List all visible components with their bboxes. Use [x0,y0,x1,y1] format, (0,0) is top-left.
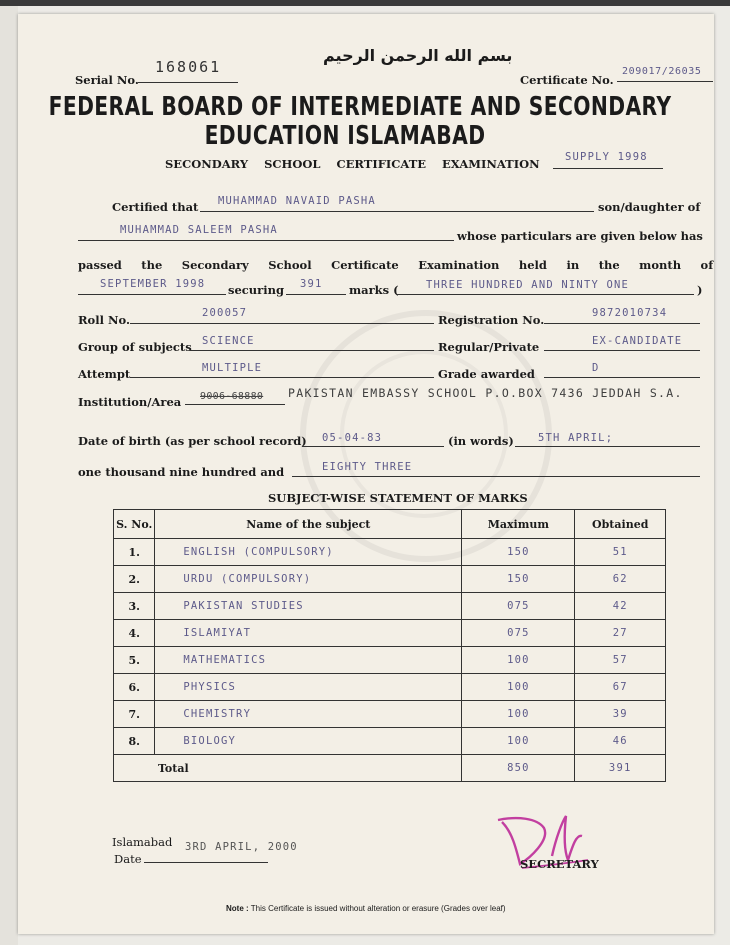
table-total-row [114,755,666,782]
row-subject: ENGLISH (COMPULSORY) [155,539,462,566]
marks-table [113,509,666,782]
row-subject: URDU (COMPULSORY) [155,566,462,593]
row-obtained: 57 [575,647,666,674]
dob-words: 5TH APRIL; [538,432,614,444]
son-of-label: son/daughter of [598,200,701,214]
dob-label: Date of birth (as per school record) [78,434,307,448]
row-obtained: 39 [575,701,666,728]
marks-secured: 391 [300,278,323,290]
row-obtained: 67 [575,674,666,701]
table-row [114,539,666,566]
certified-label: Certified that [112,200,199,214]
row-subject: MATHEMATICS [155,647,462,674]
regular-private-label: Regular/Private [438,340,540,354]
certificate-label: Certificate No. [520,73,614,87]
serial-label: Serial No. [75,73,139,87]
row-obtained: 51 [575,539,666,566]
scan-margin [0,0,18,945]
row-sno: 7. [114,701,155,728]
total-label: Total [114,755,462,782]
board-title-line1: FEDERAL BOARD OF INTERMEDIATE AND SECONDARY [48,92,672,122]
serial-number: 168061 [155,58,222,76]
attempt-label: Attempt [78,367,131,381]
row-sno: 6. [114,674,155,701]
row-maximum: 100 [462,701,575,728]
dob-year-words: EIGHTY THREE [322,461,413,473]
header-obtained: Obtained [575,510,666,539]
board-title-line2: EDUCATION ISLAMABAD [204,121,486,151]
row-obtained: 27 [575,620,666,647]
roll-number: 200057 [202,307,248,319]
grade-awarded: D [592,362,600,374]
group-label: Group of subjects [78,340,192,354]
row-maximum: 100 [462,647,575,674]
table-row [114,728,666,755]
registration-label: Registration No. [438,313,545,327]
marks-label: marks ( [349,283,399,297]
row-obtained: 42 [575,593,666,620]
row-sno: 3. [114,593,155,620]
certificate-number: 209017/26035 [622,66,702,77]
dob-year-label: one thousand nine hundred and [78,465,285,479]
total-maximum: 850 [462,755,575,782]
row-obtained: 46 [575,728,666,755]
footer-note [226,904,506,913]
marks-table-title: SUBJECT-WISE STATEMENT OF MARKS [268,491,528,505]
regular-private-value: EX-CANDIDATE [592,335,683,347]
registration-number: 9872010734 [592,307,668,319]
header-sno: S. No. [114,510,155,539]
row-maximum: 100 [462,728,575,755]
attempt-value: MULTIPLE [202,362,263,374]
row-obtained: 62 [575,566,666,593]
row-maximum: 150 [462,566,575,593]
securing-label: securing [228,283,284,297]
row-maximum: 150 [462,539,575,566]
table-row [114,620,666,647]
row-sno: 1. [114,539,155,566]
row-sno: 2. [114,566,155,593]
grade-label: Grade awarded [438,367,535,381]
note-label: Note : [226,904,249,913]
table-row [114,593,666,620]
institution-label: Institution/Area [78,395,182,409]
secretary-title: SECRETARY [520,857,599,871]
table-row [114,701,666,728]
particulars-label: whose particulars are given below has [457,229,703,243]
note-text: This Certificate is issued without alteration or erasure (Grades over leaf) [250,904,506,913]
row-sno: 4. [114,620,155,647]
row-subject: ISLAMIYAT [155,620,462,647]
exam-session: SUPPLY 1998 [565,151,648,163]
table-row [114,647,666,674]
table-row [114,566,666,593]
roll-label: Roll No. [78,313,130,327]
issue-date: 3RD APRIL, 2000 [185,841,298,853]
header-maximum: Maximum [462,510,575,539]
place-label: Islamabad [112,835,173,849]
candidate-name: MUHAMMAD NAVAID PASHA [218,195,376,207]
row-sno: 8. [114,728,155,755]
dob-words-label: (in words) [448,434,514,448]
table-header-row [114,510,666,539]
row-subject: CHEMISTRY [155,701,462,728]
row-maximum: 100 [462,674,575,701]
row-maximum: 075 [462,593,575,620]
exam-label: SECONDARY SCHOOL CERTIFICATE EXAMINATION [165,157,540,171]
passed-statement: passed the Secondary School Certificate Examination held in the month of [78,258,714,272]
total-obtained: 391 [575,755,666,782]
row-subject: PHYSICS [155,674,462,701]
bismillah-calligraphy: بسم الله الرحمن الرحيم [323,46,513,65]
date-label: Date [114,852,142,866]
table-row [114,674,666,701]
dob-value: 05-04-83 [322,432,383,444]
row-sno: 5. [114,647,155,674]
scan-top-edge [0,0,730,6]
exam-month: SEPTEMBER 1998 [100,278,206,290]
row-subject: BIOLOGY [155,728,462,755]
father-name: MUHAMMAD SALEEM PASHA [120,224,278,236]
row-maximum: 075 [462,620,575,647]
header-subject: Name of the subject [155,510,462,539]
group-of-subjects: SCIENCE [202,335,255,347]
row-subject: PAKISTAN STUDIES [155,593,462,620]
marks-in-words: THREE HUNDRED AND NINTY ONE [426,279,630,291]
institution-code-struck: 9006-68880 [200,391,264,402]
close-paren: ) [697,283,703,297]
institution-name: PAKISTAN EMBASSY SCHOOL P.O.BOX 7436 JEDDAH S.A. [288,386,683,400]
